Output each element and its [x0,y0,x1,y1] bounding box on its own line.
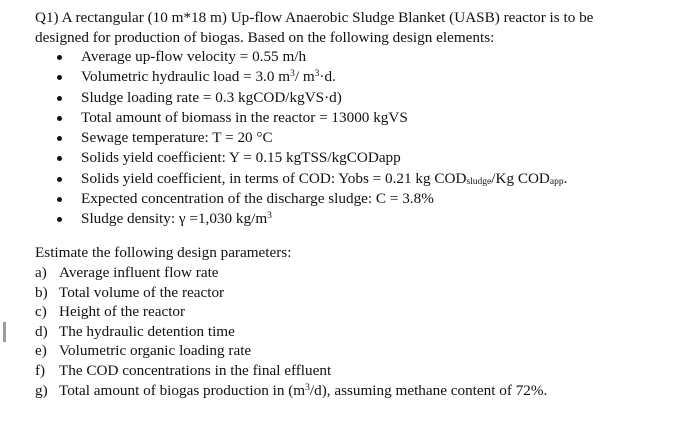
estimate-heading: Estimate the following design parameters: [35,244,292,261]
parameter-item-a: a) Average influent flow rate [35,264,219,281]
design-element-hydraulic-load: Volumetric hydraulic load = 3.0 $m^3/$ $m^3\cdot d$. [57,67,567,87]
bullet-icon [57,136,62,141]
design-element-solids-yield: Solids yield coefficient: Y = 0.15 kgTSS/kgCODapp [57,148,567,168]
parameter-item-e: e) Volumetric organic loading rate [35,342,252,360]
parameter-item-b: b) Total volume of the reactor [35,283,225,301]
parameter-item-f: f) The COD concentrations in the final effluent [35,361,332,379]
parameter-item-d: d) The hydraulic detention time [35,322,235,340]
bullet-icon [57,156,62,161]
bullet-icon [57,55,62,60]
design-element-total-biomass: Total amount of biomass in the reactor = 13000 kgVS [57,108,567,128]
design-element-sewage-temperature: Sewage temperature: T = 20 °C [57,128,567,148]
bullet-icon [57,217,62,222]
bullet-icon [57,197,62,202]
parameter-item-c: c) Height of the reactor [35,303,186,321]
question-line-1: Q1) A rectangular (10 m*18 m) Up-flow Anaerobic Sludge Blanket (UASB) reactor is to be [35,9,594,26]
bullet-icon [57,177,62,182]
parameters-list [35,263,547,400]
parameter-item-g: g) Total amount of biogas production in $(m^3/d)$, assuming methane content of 72%. [35,381,548,399]
design-element-solids-yield-cod: Solids yield coefficient, in terms of COD: Yobs = 0.21 kg $COD_{sludge}/Kg$ $COD_{app}$. [57,169,567,189]
design-elements-list [57,47,567,230]
question-line-2: designed for production of biogas. Based on the following design elements: [35,29,495,46]
left-margin-bar [3,322,6,342]
question-text [35,8,685,48]
bullet-icon [57,116,62,121]
design-element-discharge-concentration: Expected concentration of the discharge sludge: C = 3.8% [57,189,567,209]
bullet-icon [57,96,62,101]
bullet-icon [57,75,62,80]
design-element-upflow-velocity: Average up-flow velocity = 0.55 m/h [57,47,567,67]
design-element-sludge-density: Sludge density: γ =1,030 $kg/m^3$ [57,209,567,229]
design-element-sludge-loading-rate: Sludge loading rate = 0.3 kgCOD/kgVS·d) [57,88,567,108]
